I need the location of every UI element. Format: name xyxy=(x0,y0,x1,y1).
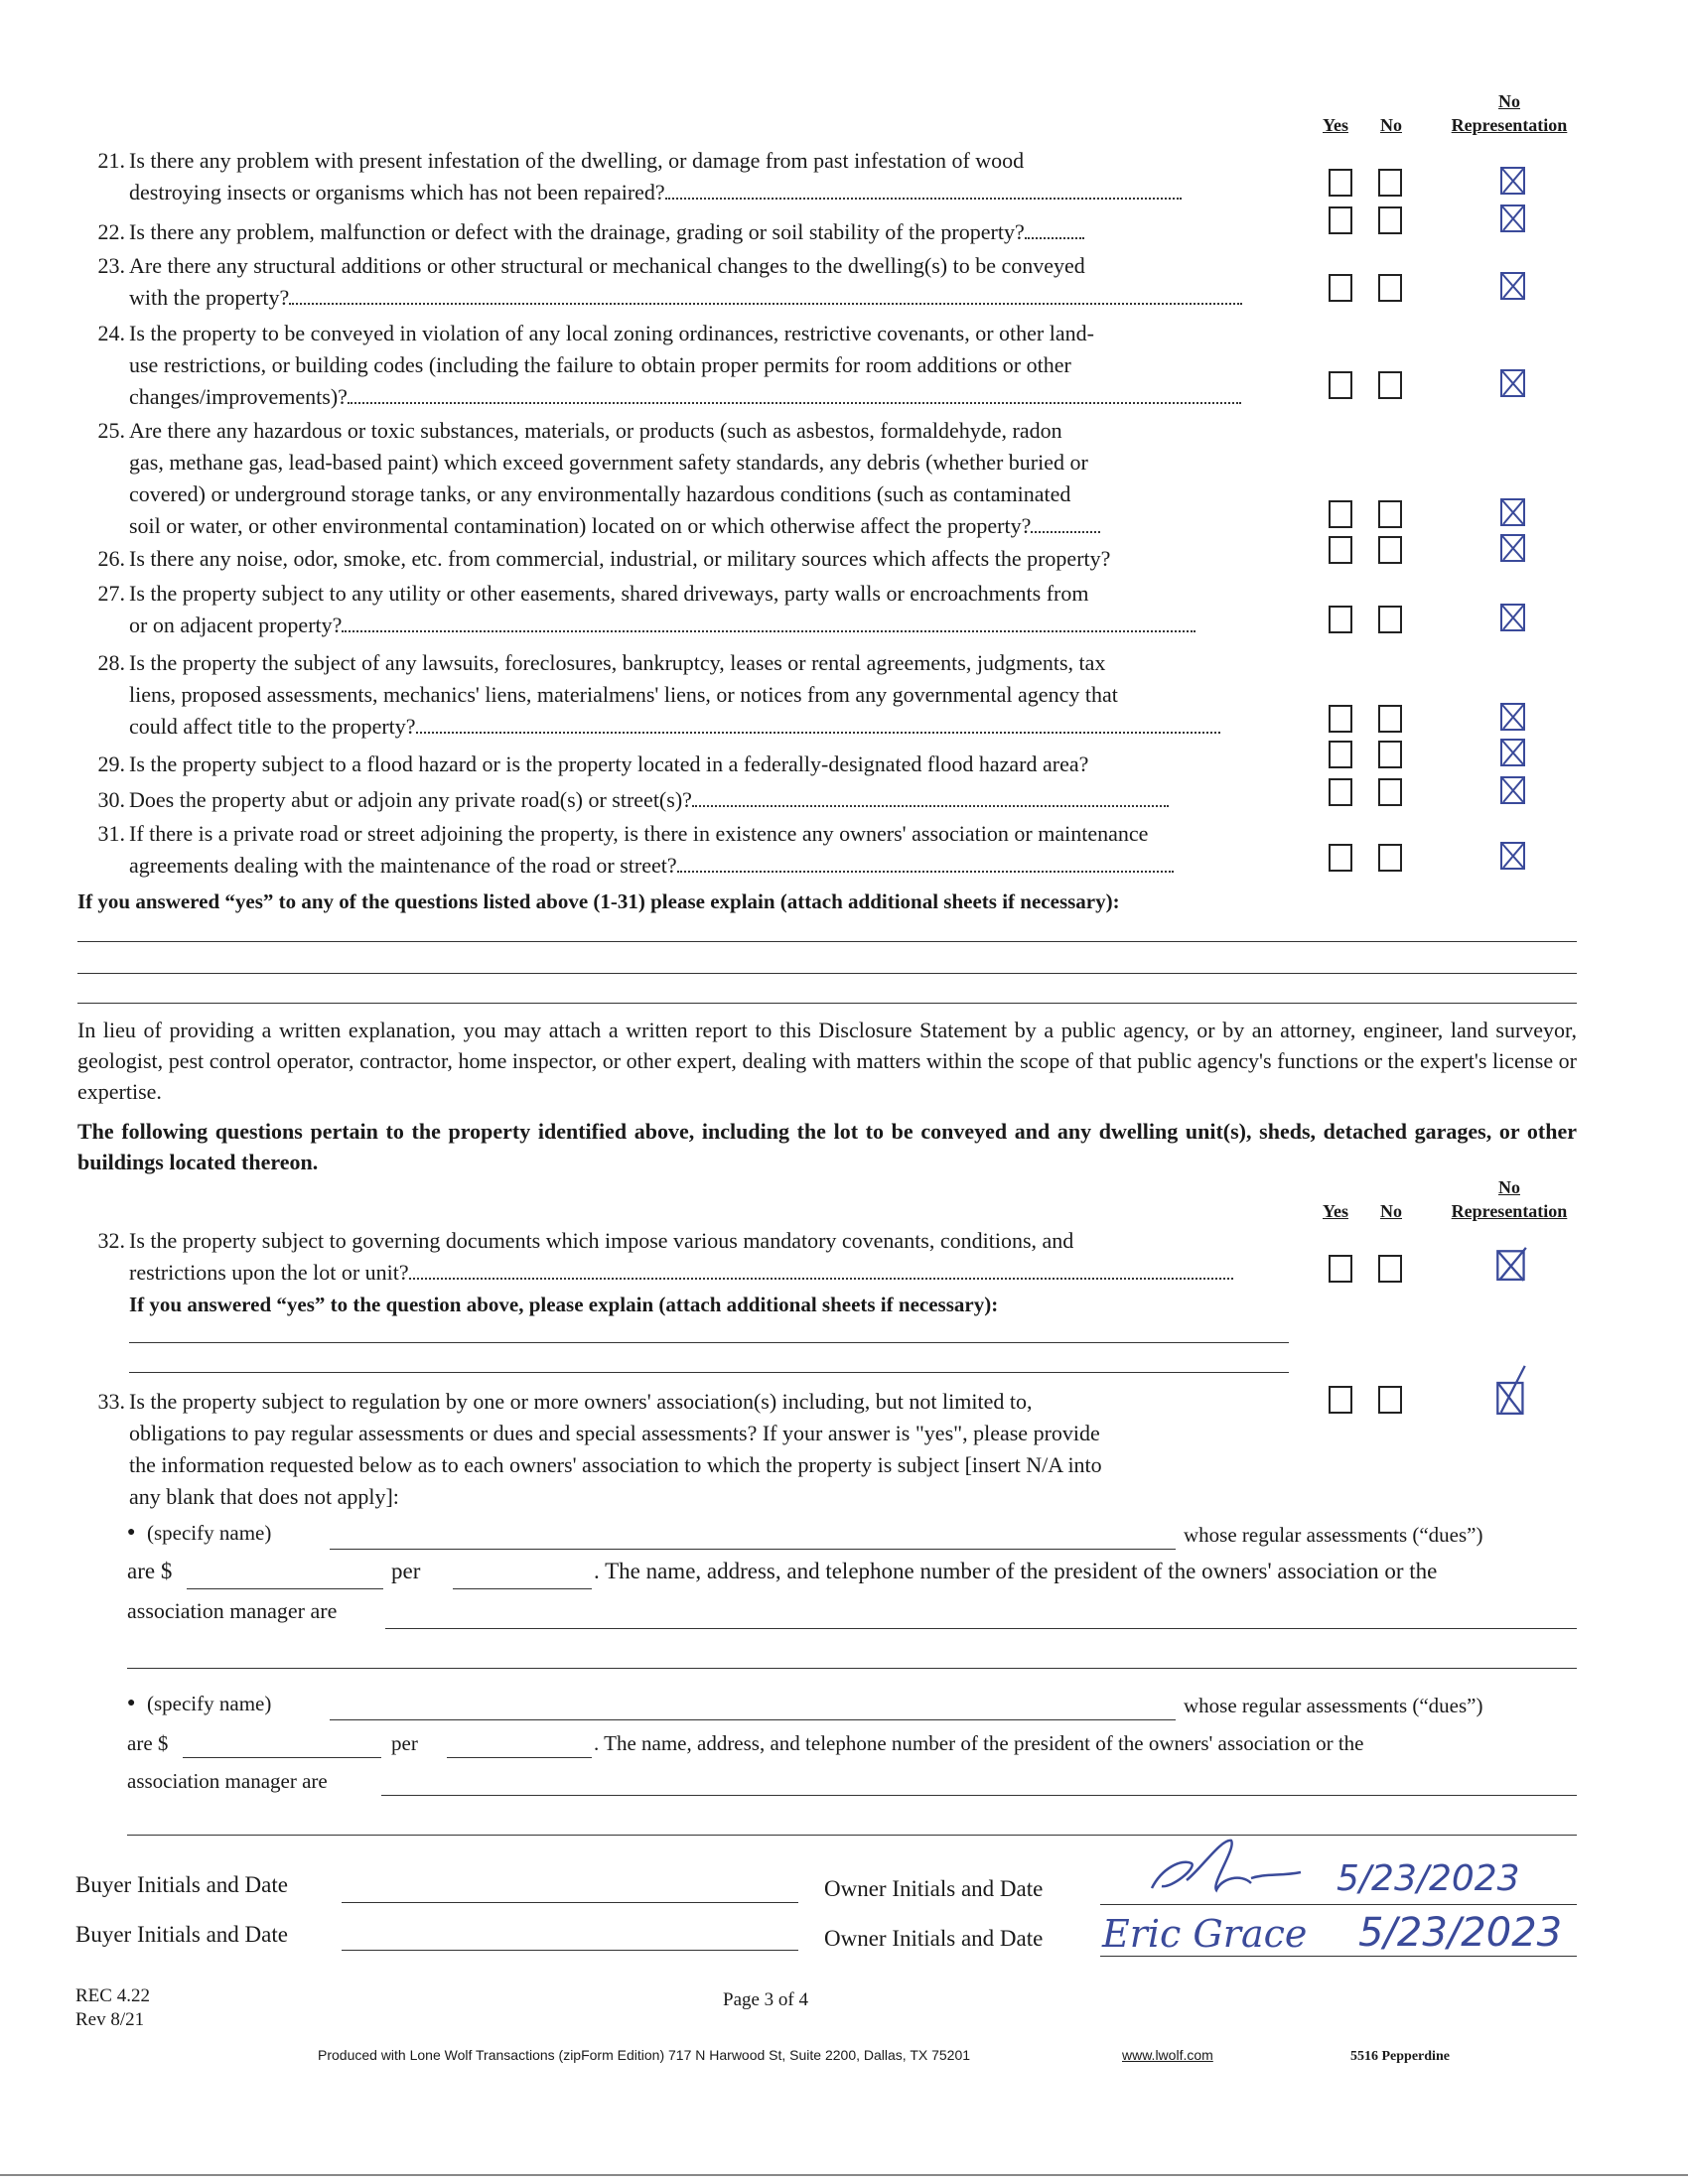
q27-no-checkbox[interactable] xyxy=(1378,606,1402,633)
q30-yes-checkbox[interactable] xyxy=(1329,778,1352,806)
assoc2-per-label: per xyxy=(391,1731,418,1755)
q32-yes-checkbox[interactable] xyxy=(1329,1255,1352,1283)
checked-x-icon xyxy=(1499,496,1527,528)
q31-yes-checkbox[interactable] xyxy=(1329,844,1352,872)
assoc2-manager-label: association manager are xyxy=(127,1769,328,1793)
signature-scribble-icon xyxy=(1132,1829,1311,1908)
checked-x-icon xyxy=(1499,165,1527,197)
q32-explain-label: If you answered “yes” to the question above, please explain (attach additional sheets if necessary): xyxy=(129,1293,999,1316)
assoc1-amount-field[interactable] xyxy=(187,1588,383,1589)
q29-no-checkbox[interactable] xyxy=(1378,741,1402,768)
q30-no-checkbox[interactable] xyxy=(1378,778,1402,806)
q26-yes-checkbox[interactable] xyxy=(1329,536,1352,564)
q22-yes-checkbox[interactable] xyxy=(1329,206,1352,234)
property-address: 5516 Pepperdine xyxy=(1350,2049,1450,2064)
assoc1-manager-label: association manager are xyxy=(127,1598,338,1623)
assoc2-are-label: are $ xyxy=(127,1731,169,1755)
header2-no-rep-2: Representation xyxy=(1451,1201,1568,1221)
assoc1-period-field[interactable] xyxy=(453,1588,592,1589)
form-revision: Rev 8/21 xyxy=(75,2009,145,2030)
q29-no-rep-mark[interactable] xyxy=(1499,737,1527,768)
q30-no-rep-mark[interactable] xyxy=(1499,774,1527,806)
checked-x-icon xyxy=(1499,840,1527,872)
q33-no-rep-mark[interactable] xyxy=(1495,1364,1527,1418)
q26-no-checkbox[interactable] xyxy=(1378,536,1402,564)
checked-x-icon xyxy=(1499,774,1527,806)
q31-no-checkbox[interactable] xyxy=(1378,844,1402,872)
assoc2-name-address-text: . The name, address, and telephone number of the president of the owners' association or the xyxy=(594,1731,1364,1755)
assoc1-manager-field-2[interactable] xyxy=(127,1668,1577,1669)
q27-yes-checkbox[interactable] xyxy=(1329,606,1352,633)
header-yes: Yes xyxy=(1323,115,1348,135)
q25-no-rep-mark[interactable] xyxy=(1499,496,1527,528)
assoc1-bullet: ● xyxy=(127,1525,136,1540)
q33-no-checkbox[interactable] xyxy=(1378,1386,1402,1414)
q28-no-checkbox[interactable] xyxy=(1378,705,1402,733)
q22-no-checkbox[interactable] xyxy=(1378,206,1402,234)
checked-x-icon xyxy=(1499,602,1527,633)
checked-x-icon xyxy=(1499,532,1527,564)
explain-line-1[interactable] xyxy=(77,941,1577,942)
q24-no-rep-mark[interactable] xyxy=(1499,367,1527,399)
header2-yes: Yes xyxy=(1323,1201,1348,1221)
checked-x-icon xyxy=(1499,701,1527,733)
header-no-rep-1: No xyxy=(1498,91,1520,111)
assoc1-specify-label: (specify name) xyxy=(147,1521,272,1545)
buyer2-initials-field[interactable] xyxy=(342,1950,798,1951)
q26-no-rep-mark[interactable] xyxy=(1499,532,1527,564)
checked-x-icon xyxy=(1499,737,1527,768)
owner1-signature xyxy=(1132,1829,1311,1908)
checked-x-icon xyxy=(1495,1245,1527,1285)
assoc1-name-address-text: . The name, address, and telephone number of the president of the owners' association or the xyxy=(594,1559,1438,1583)
q28-yes-checkbox[interactable] xyxy=(1329,705,1352,733)
assoc2-bullet: ● xyxy=(127,1696,136,1710)
q33-yes-checkbox[interactable] xyxy=(1329,1386,1352,1414)
buyer2-initials-label: Buyer Initials and Date xyxy=(75,1922,288,1947)
assoc2-specify-label: (specify name) xyxy=(147,1692,272,1715)
owner2-initials-label: Owner Initials and Date xyxy=(824,1926,1044,1951)
q21-no-checkbox[interactable] xyxy=(1378,169,1402,197)
q21-no-rep-mark[interactable] xyxy=(1499,165,1527,197)
q21-yes-checkbox[interactable] xyxy=(1329,169,1352,197)
q23-no-checkbox[interactable] xyxy=(1378,274,1402,302)
header-no-rep-2: Representation xyxy=(1451,115,1568,135)
q29-yes-checkbox[interactable] xyxy=(1329,741,1352,768)
lwolf-link[interactable]: www.lwolf.com xyxy=(1122,2047,1213,2063)
assoc1-name-field[interactable] xyxy=(330,1549,1176,1550)
header2-no: No xyxy=(1380,1201,1402,1221)
q28-no-rep-mark[interactable] xyxy=(1499,701,1527,733)
checked-x-icon xyxy=(1499,270,1527,302)
q31-no-rep-mark[interactable] xyxy=(1499,840,1527,872)
q32-no-rep-mark[interactable] xyxy=(1495,1245,1527,1285)
q32-explain-line-2[interactable] xyxy=(129,1372,1289,1373)
q24-no-checkbox[interactable] xyxy=(1378,371,1402,399)
q27-no-rep-mark[interactable] xyxy=(1499,602,1527,633)
explain-line-3[interactable] xyxy=(77,1003,1577,1004)
checked-x-icon xyxy=(1495,1364,1527,1418)
explain-1-31-label: If you answered “yes” to any of the questions listed above (1-31) please explain (attach additional sheets if necessary): xyxy=(77,889,1120,913)
produced-with-text: Produced with Lone Wolf Transactions (zipForm Edition) 717 N Harwood St, Suite 2200, Dallas, TX 75201 xyxy=(318,2047,971,2063)
page-number: Page 3 of 4 xyxy=(723,1989,809,2010)
assoc1-per-label: per xyxy=(391,1559,421,1583)
q23-no-rep-mark[interactable] xyxy=(1499,270,1527,302)
assoc2-manager-field-2[interactable] xyxy=(127,1835,1577,1836)
q32-explain-line-1[interactable] xyxy=(129,1342,1289,1343)
assoc1-whose-label: whose regular assessments (“dues”) xyxy=(1184,1523,1483,1547)
q22-no-rep-mark[interactable] xyxy=(1499,203,1527,234)
header-no: No xyxy=(1380,115,1402,135)
buyer1-initials-field[interactable] xyxy=(342,1902,798,1903)
assoc1-are-label: are $ xyxy=(127,1559,173,1583)
form-number: REC 4.22 xyxy=(75,1985,150,2006)
bottom-border xyxy=(0,2174,1688,2176)
q25-yes-checkbox[interactable] xyxy=(1329,500,1352,528)
owner2-signature: Eric Grace xyxy=(1102,1912,1308,1956)
q24-yes-checkbox[interactable] xyxy=(1329,371,1352,399)
assoc2-name-field[interactable] xyxy=(330,1719,1176,1720)
assoc2-period-field[interactable] xyxy=(447,1757,592,1758)
checked-x-icon xyxy=(1499,367,1527,399)
assoc2-amount-field[interactable] xyxy=(183,1757,381,1758)
q25-no-checkbox[interactable] xyxy=(1378,500,1402,528)
q32-no-checkbox[interactable] xyxy=(1378,1255,1402,1283)
assoc1-manager-field[interactable] xyxy=(385,1628,1577,1629)
assoc2-manager-field[interactable] xyxy=(381,1795,1577,1796)
buyer1-initials-label: Buyer Initials and Date xyxy=(75,1872,288,1897)
q23-yes-checkbox[interactable] xyxy=(1329,274,1352,302)
owner2-date: 5/23/2023 xyxy=(1358,1910,1563,1956)
checked-x-icon xyxy=(1499,203,1527,234)
owner1-initials-label: Owner Initials and Date xyxy=(824,1876,1044,1901)
owner1-date: 5/23/2023 xyxy=(1336,1858,1520,1899)
explain-line-2[interactable] xyxy=(77,973,1577,974)
header2-no-rep-1: No xyxy=(1498,1177,1520,1197)
following-paragraph: The following questions pertain to the property identified above, including the lot to be conveyed and any dwelling unit(s), sheds, detached garages, or other buildings located thereon. xyxy=(77,1119,1577,1174)
assoc2-whose-label: whose regular assessments (“dues”) xyxy=(1184,1694,1483,1717)
owner2-initials-field[interactable] xyxy=(1100,1956,1577,1957)
in-lieu-paragraph: In lieu of providing a written explanation, you may attach a written report to this Disclosure Statement by a public agency, or by an attorney, engineer, land surveyor, geologist, pest control operator, contractor, home inspector, or other expert, dealing with matters within the scope of that public agency's functions or the expert's license or expertise. xyxy=(77,1018,1577,1104)
